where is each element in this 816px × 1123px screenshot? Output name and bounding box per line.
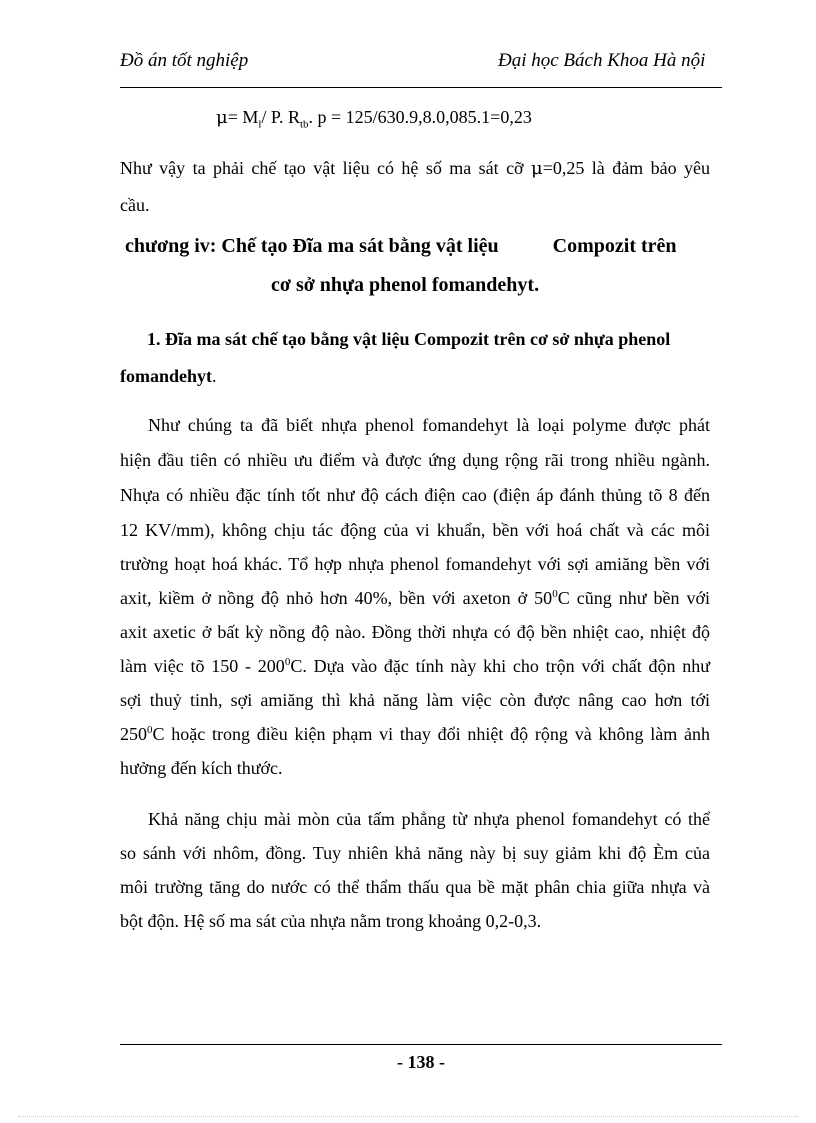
chapter-title-line-2: cơ sở nhựa phenol fomandehyt. (271, 274, 540, 296)
document-page: Đồ án tốt nghiệp Đại học Bách Khoa Hà nội $\mu= M_l/$ P. $R_{tb}$. p = 125/630.9,8.0,085.1=0,23 Như vậy ta phải chế tạo vật liệu có hệ số ma sát cỡ μ=0,25 là đảm bảo yêu cầu. chương iv: Chế tạo Đĩa ma sát bằng vật liệu Compozit trên cơ sở nhựa phenol fomandehyt. 1. Đĩa ma sát chế tạo bằng vật liệu Compozit trên cơ sở nhựa phenol fomandehyt. Như chúng ta đã biết nhựa phenol fomandehyt là loại polyme được phát hiện đầu tiên có nhiều ưu điểm và được ứng dụng rộng rãi trong nhiều ngành. Nhựa có nhiều đặc tính tốt như độ cách điện cao (điện áp đánh thủng tõ 8 đến 12 KV/mm), không chịu tác động của vi khuẩn, bền với hoá chất và các môi trường hoạt hoá khác. Tổ hợp nhựa phenol fomandehyt với sợi amiăng bền với axit, kiềm ở nồng độ nhỏ hơn 40%, bền với axeton ở $50^0C$ cũng như bền với axit axetic ở bất kỳ nồng độ nào. Đồng thời nhựa có độ bền nhiệt cao, nhiệt độ làm việc tõ $150 - 200^0C$. Dựa vào đặc tính này khi cho trộn với chất độn như sợi thuỷ tinh, sợi amiăng thì khả năng làm việc còn được nâng cao hơn tới $250^0C$ hoặc trong điều kiện phạm vi thay đổi nhiệt độ rộng và không làm ảnh hưởng đến kích thước. Khả năng chịu mài mòn của tấm phẳng từ nhựa phenol fomandehyt có thể so sánh với nhôm, đồng. Tuy nhiên khả năng này bị suy giảm khi độ Èm của môi trường tăng do nước có thể thẩm thấu qua bề mặt phân chia giữa nhựa và bột độn. Hệ số ma sát của nhựa nằm trong khoảng 0,2-0,3. - 138 - (0, 0, 816, 1123)
header-left: Đồ án tốt nghiệp (120, 50, 249, 71)
section-heading-line-1: 1. Đĩa ma sát chế tạo bằng vật liệu Compozit trên cơ sở nhựa phenol (147, 329, 671, 349)
chapter-title-line-1: chương iv: Chế tạo Đĩa ma sát bằng vật liệu Compozit trên (125, 235, 677, 257)
header-right: Đại học Bách Khoa Hà nội (498, 50, 706, 71)
formula-line: $\mu= M_l/$ P. $R_{tb}$. p = 125/630.9,8.0,085.1=0,23 (216, 107, 532, 131)
conclusion-line-2: cầu. (120, 195, 150, 215)
page-edge-divider (18, 1116, 798, 1117)
page-number: - 138 - (397, 1052, 445, 1072)
conclusion-line-1: Như vậy ta phải chế tạo vật liệu có hệ số ma sát cỡ μ=0,25 là đảm bảo yêu (120, 158, 710, 179)
header-rule (120, 87, 722, 88)
mu-symbol: μ (216, 107, 228, 128)
section-heading-line-2: fomandehyt. (120, 366, 217, 386)
footer-rule (120, 1044, 722, 1045)
mu-symbol: μ (531, 158, 543, 179)
